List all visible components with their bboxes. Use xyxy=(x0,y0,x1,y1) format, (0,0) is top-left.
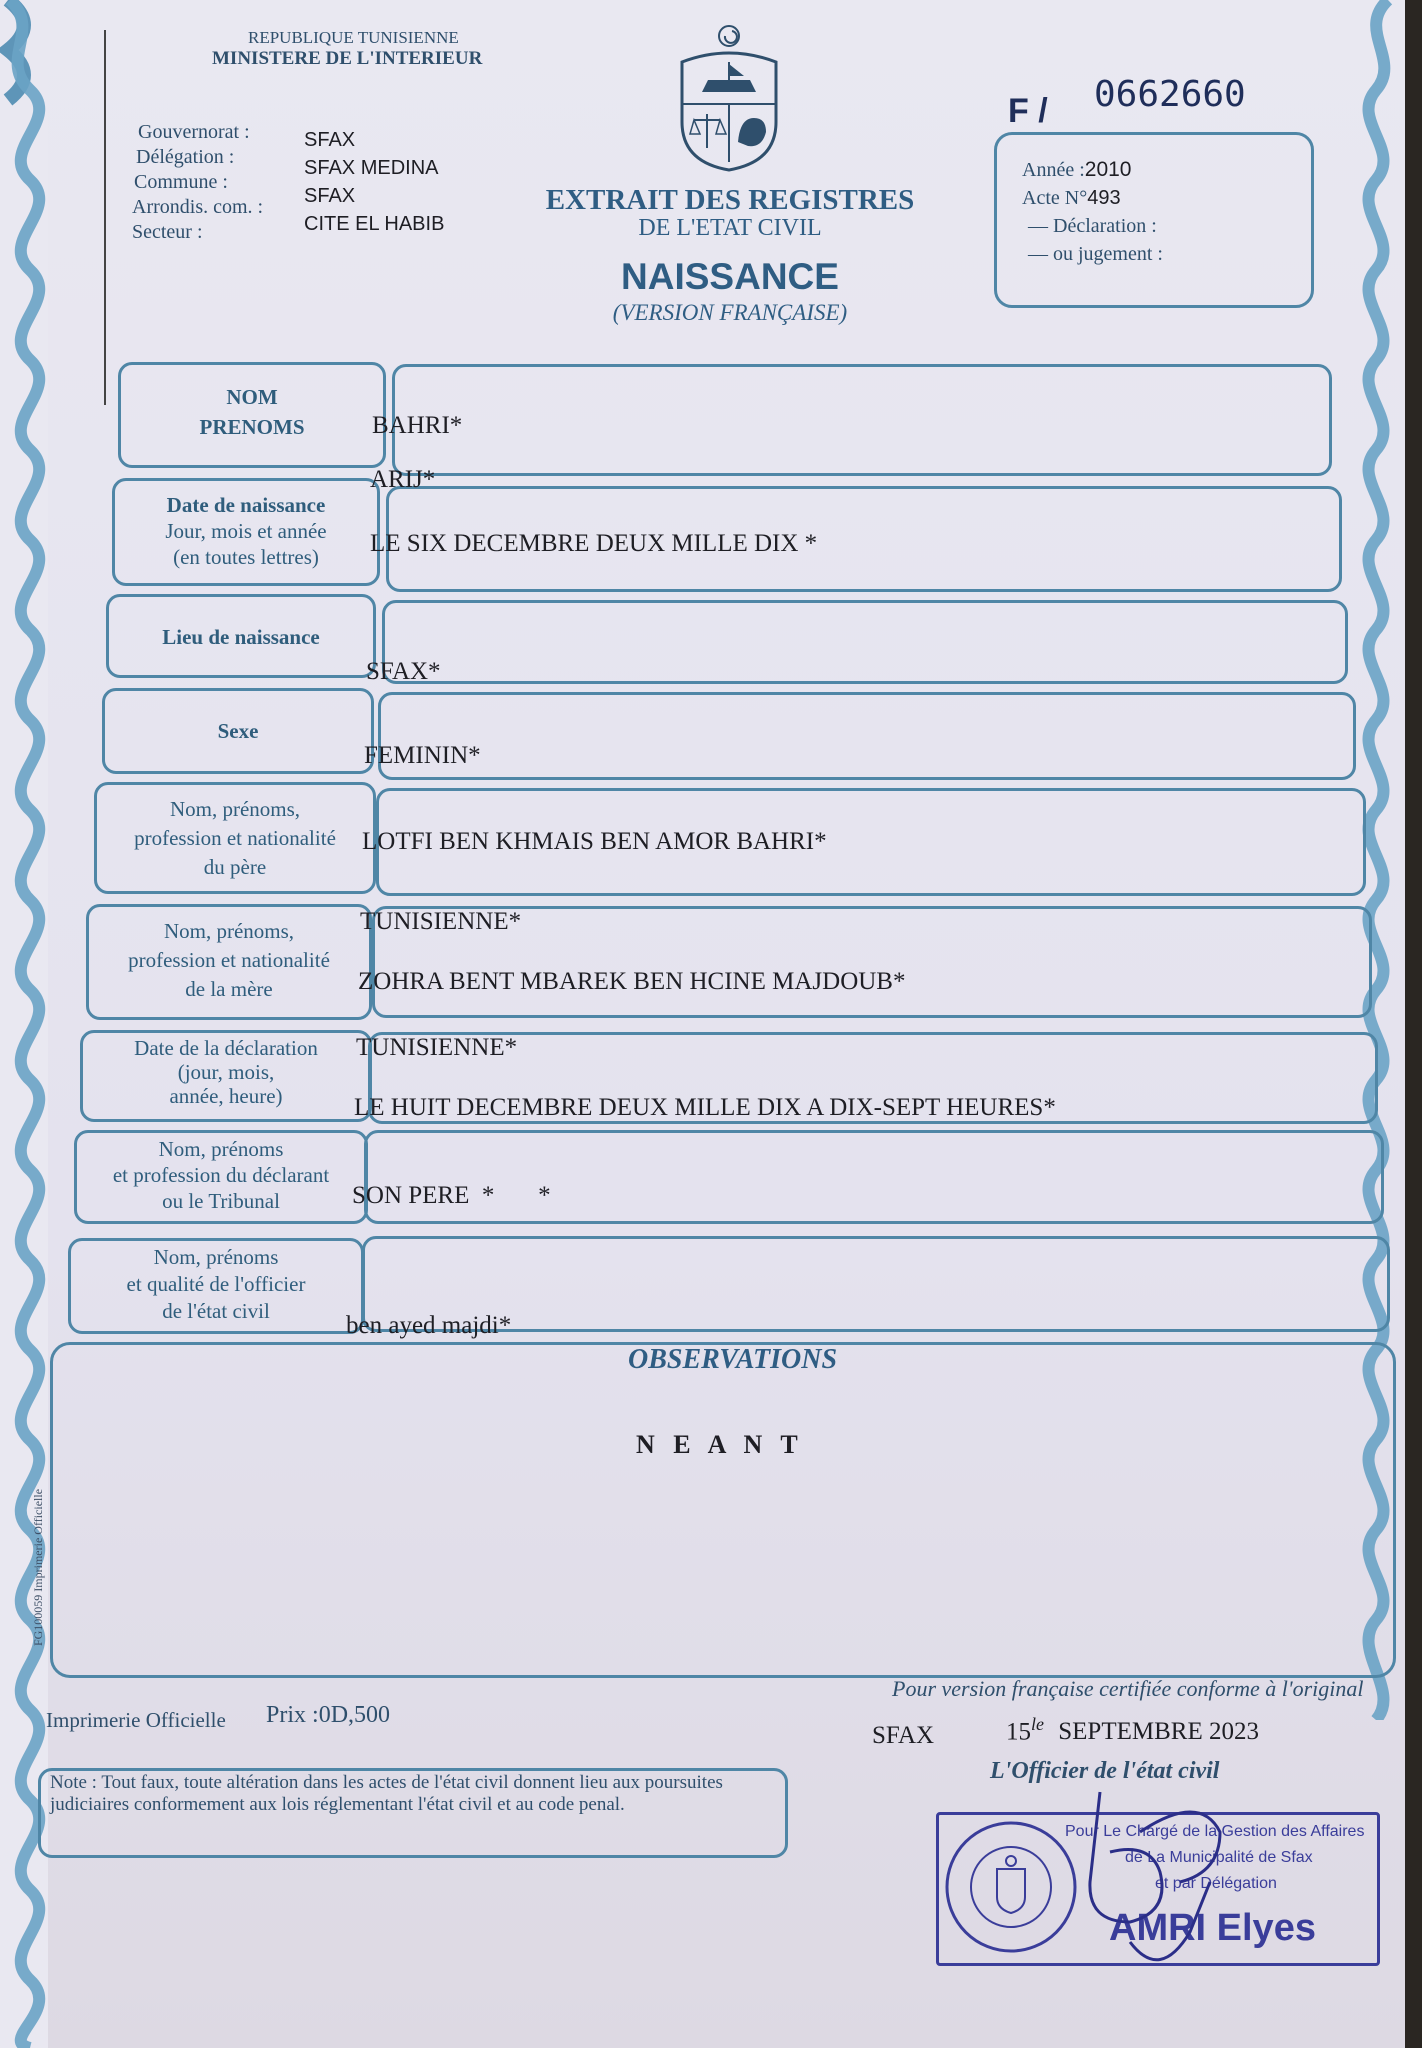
observations-box xyxy=(50,1342,1396,1678)
acte-label: Acte N° xyxy=(1022,187,1088,209)
value-pere: LOTFI BEN KHMAIS BEN AMOR BAHRI* xyxy=(362,828,827,855)
row-officier-value-box xyxy=(362,1236,1390,1332)
row-mere-value-box xyxy=(372,906,1372,1018)
row-nom-value-box xyxy=(392,364,1332,476)
commune-value: SFAX xyxy=(304,185,356,207)
left-security-border xyxy=(0,0,48,2048)
label-date-naissance: Date de naissance Jour, mois et année (en toutes lettres) xyxy=(165,493,327,569)
note-text: Note : Tout faux, toute altération dans les actes de l'état civil donnent lieu aux poursuites judiciaires conformement aux lois réglementant l'état civil et au code penal. xyxy=(50,1772,723,1815)
serial-prefix: F / xyxy=(1008,92,1048,130)
value-declarant: SON PERE * * xyxy=(352,1182,551,1209)
label-declarant: Nom, prénoms et profession du déclarant ou le Tribunal xyxy=(112,1137,330,1213)
ministry-label: MINISTERE DE L'INTERIEUR xyxy=(212,48,483,69)
secteur-value: CITE EL HABIB xyxy=(304,213,445,235)
annee-row xyxy=(1022,156,1163,184)
acte-row xyxy=(1022,184,1163,212)
label-declaration: Date de la déclaration (jour, mois, année, heure) xyxy=(134,1036,318,1108)
republic-label: REPUBLIQUE TUNISIENNE xyxy=(248,28,459,47)
value-declaration: LE HUIT DECEMBRE DEUX MILLE DIX A DIX-SEPT HEURES* xyxy=(354,1094,1056,1121)
certified-text: Pour version française certifiée conforme à l'original xyxy=(892,1676,1364,1701)
prix-value: 0D,500 xyxy=(318,1702,391,1728)
gouvernorat-value: SFAX xyxy=(304,129,356,151)
tunisia-coat-of-arms xyxy=(672,22,786,172)
side-print-code: FG100059 Imprimerie Officielle xyxy=(31,1488,46,1647)
issue-day: 15 xyxy=(1006,1718,1031,1746)
prix-label: Prix : xyxy=(266,1702,319,1728)
officer-signature xyxy=(1050,1772,1250,1992)
issue-month-year: SEPTEMBRE 2023 xyxy=(1058,1718,1259,1746)
document-title: EXTRAIT DES REGISTRES xyxy=(545,184,915,216)
label-lieu: Lieu de naissance xyxy=(162,625,320,649)
value-sexe: FEMININ* xyxy=(364,742,481,769)
gouvernorat-label: Gouvernorat : xyxy=(138,121,250,143)
arrondis-label: Arrondis. com. : xyxy=(132,196,264,218)
value-date-naissance: LE SIX DECEMBRE DEUX MILLE DIX * xyxy=(370,530,818,557)
jugement-label: — ou jugement : xyxy=(1028,243,1163,265)
label-nom: NOM PRENOMS xyxy=(199,385,305,439)
label-sexe: Sexe xyxy=(217,719,259,743)
label-pere: Nom, prénoms, profession et nationalité du père xyxy=(134,797,336,879)
value-mere-nationalite: TUNISIENNE* xyxy=(356,1034,518,1061)
officer-title: L'Officier de l'état civil xyxy=(990,1758,1220,1784)
stamp-line2: de La Municipalité de Sfax xyxy=(1125,1849,1313,1866)
stamp-line1: Pour Le Chargé de la Gestion des Affaires xyxy=(1065,1823,1365,1840)
issue-date xyxy=(1006,1714,1259,1746)
prix xyxy=(266,1702,390,1729)
delegation-label: Délégation : xyxy=(136,146,235,168)
value-pere-nationalite: TUNISIENNE* xyxy=(360,908,522,935)
stamp-name: AMRI Elyes xyxy=(1109,1907,1316,1949)
admin-values xyxy=(304,126,444,238)
row-lieu-value-box xyxy=(382,600,1348,684)
secteur-label: Secteur : xyxy=(132,221,203,243)
annee-value: 2010 xyxy=(1084,158,1132,181)
serial-number: 0662660 xyxy=(1094,74,1246,115)
document-subtitle: DE L'ETAT CIVIL xyxy=(638,215,822,241)
stamp-line3: et par Délégation xyxy=(1155,1875,1277,1892)
declaration-label: — Déclaration : xyxy=(1028,215,1157,237)
act-info xyxy=(1022,156,1163,268)
issue-day-suffix: le xyxy=(1031,1714,1044,1734)
admin-labels xyxy=(132,120,263,245)
imprimerie-label: Imprimerie Officielle xyxy=(46,1708,226,1732)
label-officier: Nom, prénoms et qualité de l'officier de l'état civil xyxy=(126,1245,306,1323)
annee-label: Année : xyxy=(1022,159,1085,181)
value-mere: ZOHRA BENT MBAREK BEN HCINE MAJDOUB* xyxy=(358,968,906,995)
observations-title: OBSERVATIONS xyxy=(628,1344,838,1375)
naissance-title: NAISSANCE xyxy=(621,256,839,297)
value-prenom: ARIJ* xyxy=(370,466,436,493)
row-sexe-value-box xyxy=(378,692,1356,780)
acte-value: 493 xyxy=(1087,187,1121,209)
observations-value: N E A N T xyxy=(636,1430,804,1459)
version-label: (VERSION FRANÇAISE) xyxy=(612,300,848,325)
value-officier: ben ayed majdi* xyxy=(346,1312,512,1339)
value-lieu: SFAX* xyxy=(366,658,441,685)
label-mere: Nom, prénoms, profession et nationalité de la mère xyxy=(128,919,330,1001)
commune-label: Commune : xyxy=(134,171,228,193)
margin-rule xyxy=(104,30,106,405)
value-nom: BAHRI* xyxy=(372,412,463,439)
issue-city: SFAX xyxy=(872,1722,935,1749)
delegation-value: SFAX MEDINA xyxy=(304,157,439,179)
